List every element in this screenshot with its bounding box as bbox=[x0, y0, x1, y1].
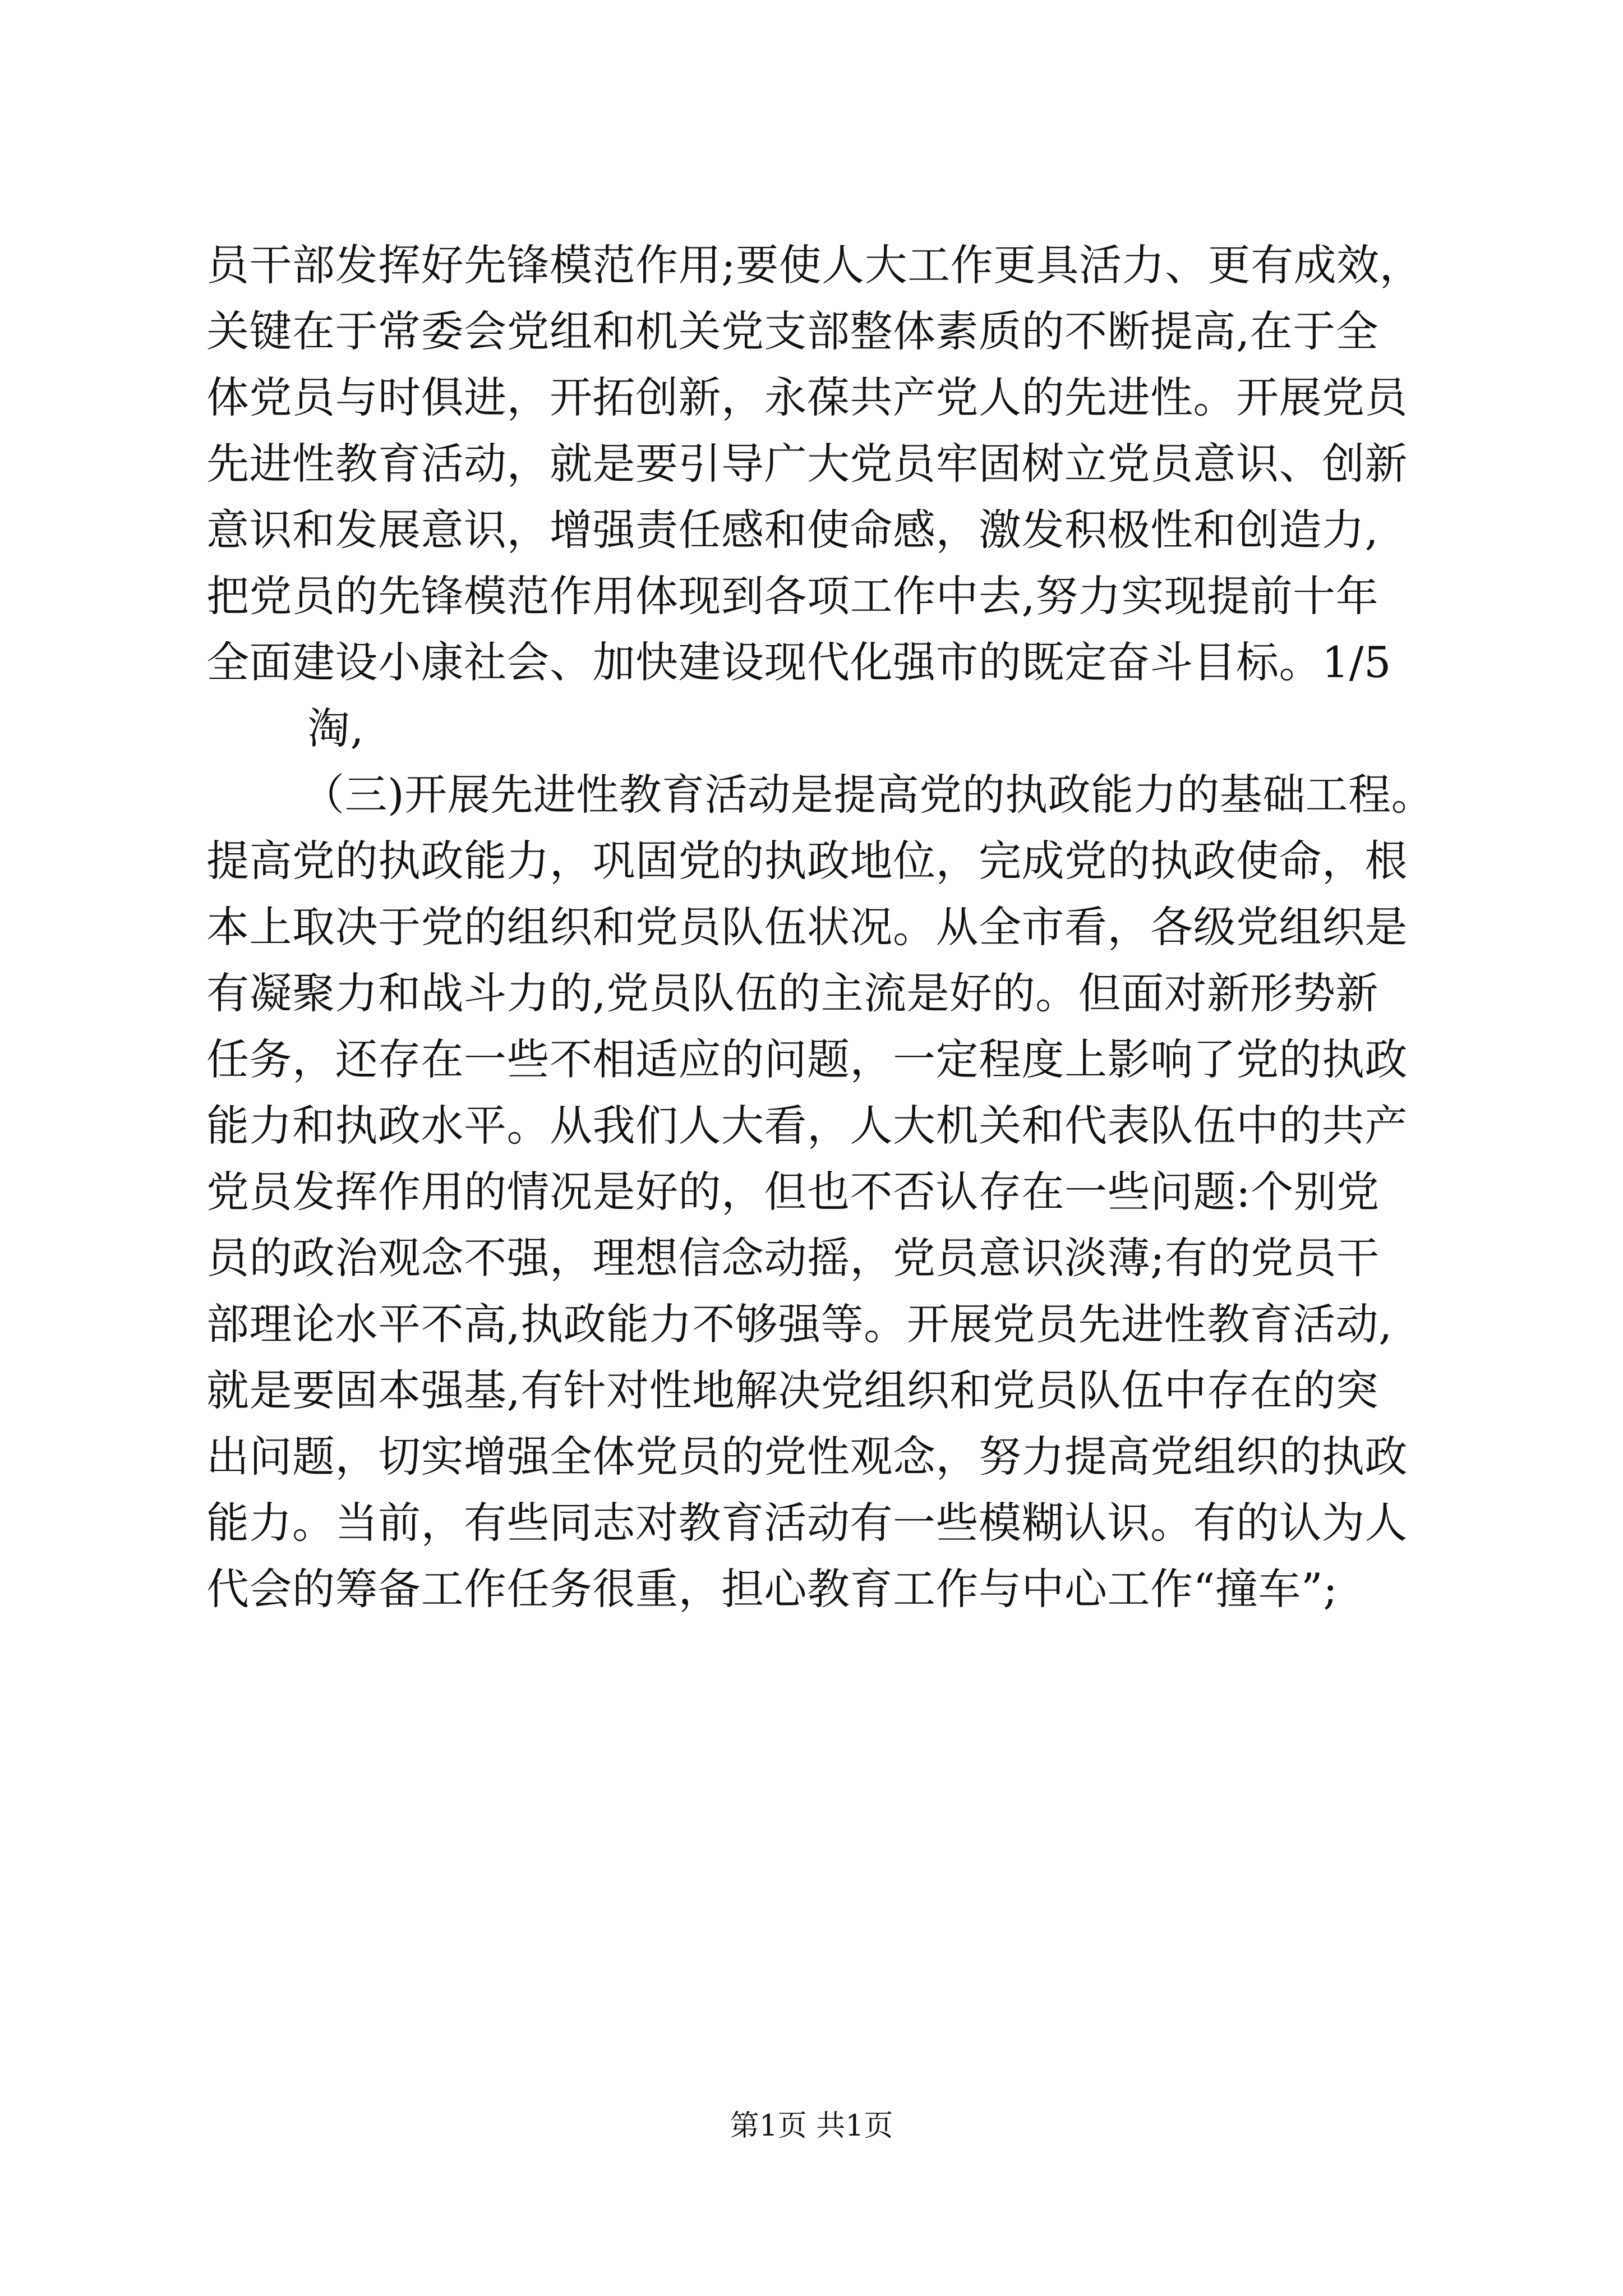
text-line: 任务，还存在一些不相适应的问题，一定程度上影响了党的执政 bbox=[206, 1034, 1408, 1084]
text-line: 能力。当前，有些同志对教育活动有一些模糊认识。有的认为人 bbox=[206, 1498, 1408, 1548]
text-line: 全面建设小康社会、加快建设现代化强市的既定奋斗目标。1/5 bbox=[206, 637, 1391, 687]
text-line: 淘, bbox=[307, 703, 365, 753]
text-line: 员干部发挥好先锋模范作用;要使人大工作更具活力、更有成效， bbox=[206, 240, 1423, 290]
text-line: 把党员的先锋模范作用体现到各项工作中去,努力实现提前十年 bbox=[206, 571, 1379, 621]
text-line: 就是要固本强基,有针对性地解决党组织和党员队伍中存在的突 bbox=[206, 1365, 1379, 1415]
page-footer: 第1页 共1页 bbox=[730, 2109, 893, 2143]
text-line: 先进性教育活动，就是要引导广大党员牢固树立党员意识、创新 bbox=[206, 439, 1408, 489]
text-line: 提高党的执政能力，巩固党的执政地位，完成党的执政使命，根 bbox=[206, 836, 1408, 886]
text-line: 体党员与时俱进，开拓创新，永葆共产党人的先进性。开展党员 bbox=[206, 372, 1408, 422]
text-line: 能力和执政水平。从我们人大看，人大机关和代表队伍中的共产 bbox=[206, 1101, 1408, 1151]
section-heading-line: （三)开展先进性教育活动是提高党的执政能力的基础工程。 bbox=[302, 770, 1435, 820]
text-line: 代会的筹备工作任务很重，担心教育工作与中心工作“撞车”; bbox=[206, 1564, 1338, 1614]
text-line: 本上取决于党的组织和党员队伍状况。从全市看，各级党组织是 bbox=[206, 902, 1408, 952]
text-line: 党员发挥作用的情况是好的，但也不否认存在一些问题:个别党 bbox=[206, 1167, 1380, 1217]
text-line: 意识和发展意识，增强责任感和使命感，激发积极性和创造力, bbox=[206, 505, 1379, 555]
text-line: 有凝聚力和战斗力的,党员队伍的主流是好的。但面对新形势新 bbox=[206, 968, 1379, 1018]
text-line: 员的政治观念不强，理想信念动摇，党员意识淡薄;有的党员干 bbox=[206, 1233, 1380, 1283]
document-body bbox=[206, 232, 1435, 1622]
text-line: 关键在于常委会党组和机关党支部整体素质的不断提高,在于全 bbox=[206, 306, 1379, 356]
text-line: 部理论水平不高,执政能力不够强等。开展党员先进性教育活动, bbox=[206, 1299, 1393, 1349]
text-line: 出问题，切实增强全体党员的党性观念，努力提高党组织的执政 bbox=[206, 1432, 1408, 1481]
